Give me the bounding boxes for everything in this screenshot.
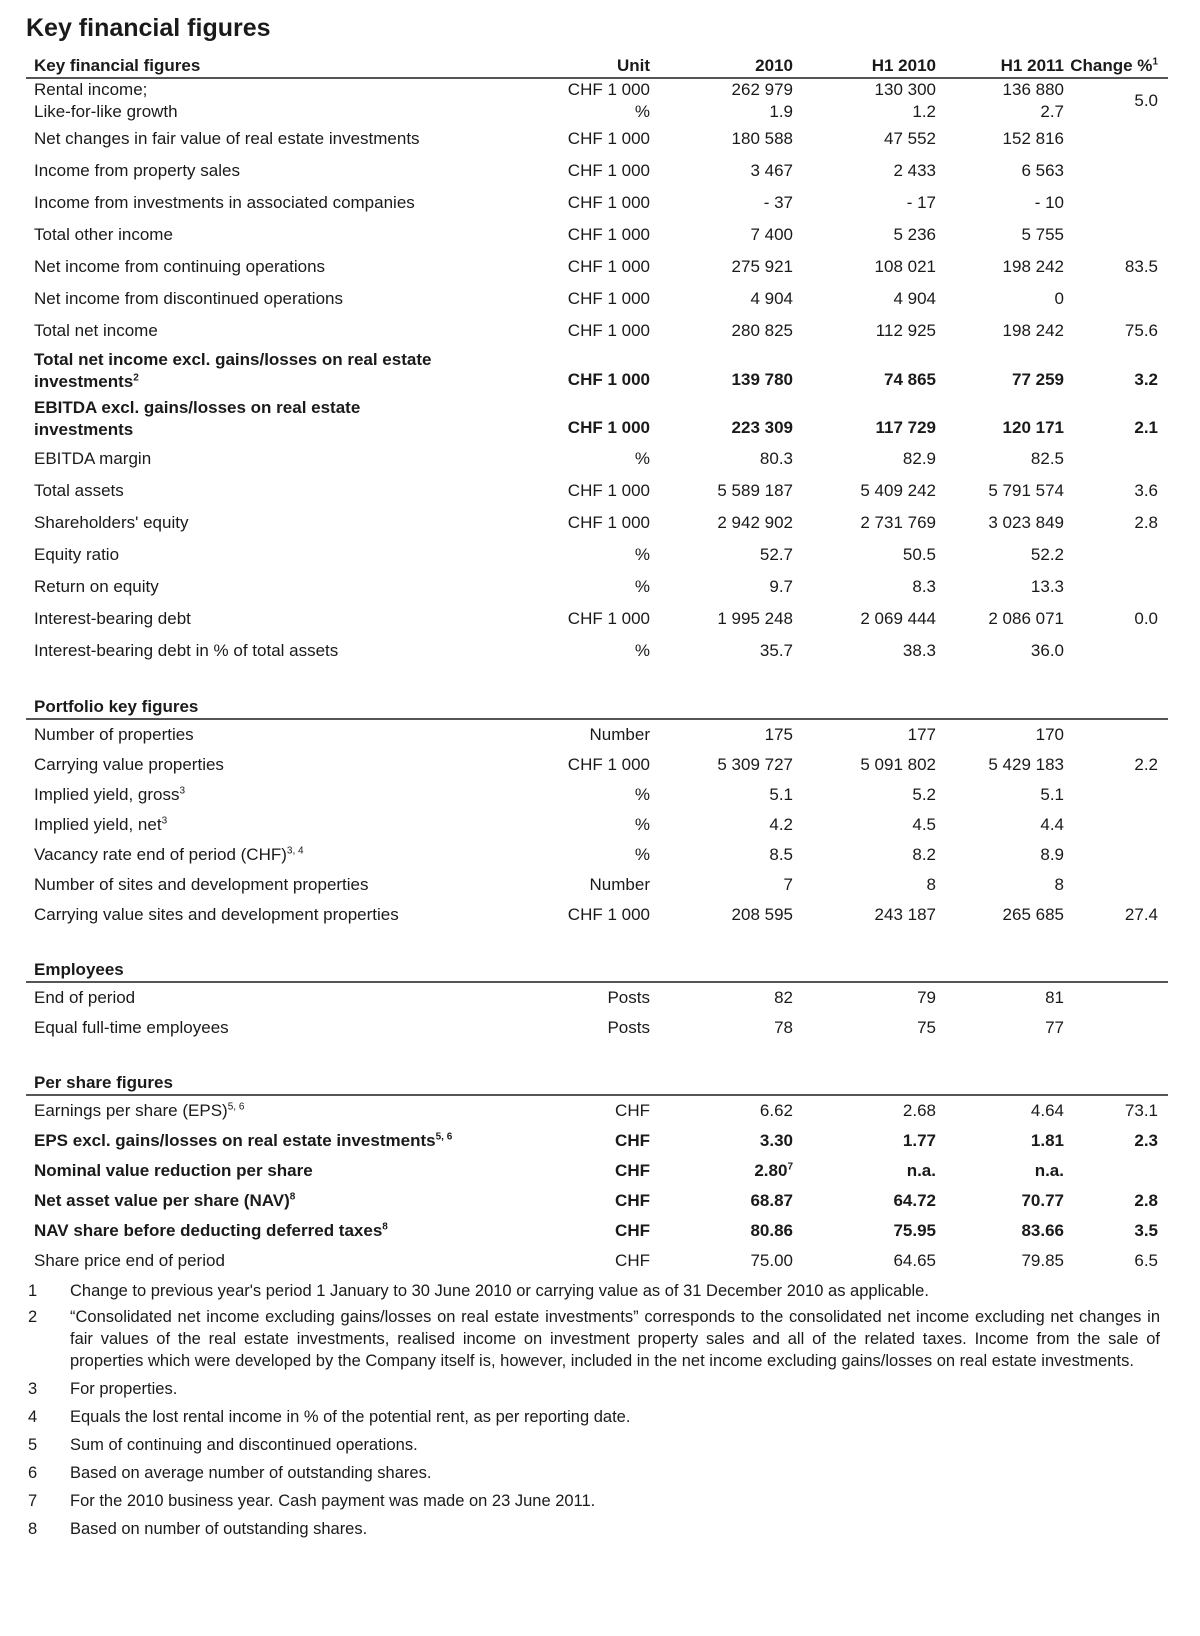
- row-label: Total net income excl. gains/losses on real estate investments$^2$: [34, 350, 432, 391]
- value-change: [1064, 219, 1168, 251]
- value-h1-2011: 81: [1045, 988, 1064, 1007]
- value-h1-2011: 52.2: [1030, 545, 1064, 564]
- value-h1-2010: 243 187: [874, 905, 936, 924]
- value-h1-2010: 8.3: [912, 577, 936, 596]
- table-row: [26, 603, 1168, 635]
- value-h1-2010: 75.95: [893, 1221, 936, 1240]
- value-h1-2010: 5 236: [893, 225, 936, 244]
- value-h1-2010: 117 729: [875, 418, 936, 437]
- value-change: 5.0: [1134, 91, 1158, 110]
- footnote-text: Sum of continuing and discontinued operations.: [70, 1436, 418, 1454]
- page-title: Key financial figures: [26, 14, 271, 42]
- value-change: [1064, 283, 1168, 315]
- value-h1-2011: 8.9: [1040, 845, 1064, 864]
- value-change: [1064, 1156, 1168, 1186]
- value-h1-2010: 4 904: [893, 289, 936, 308]
- value-2010: 5.1: [769, 785, 793, 804]
- table-row: [26, 1156, 1168, 1186]
- row-label: Rental income; Like-for-like growth: [34, 80, 178, 121]
- value-h1-2010: 79: [917, 988, 936, 1007]
- value-2010: 7: [783, 875, 793, 894]
- row-unit: CHF 1 000: [567, 755, 650, 774]
- value-2010: 262 979 1.9: [731, 80, 793, 121]
- table-row: [26, 750, 1168, 780]
- employees-section-title: [26, 952, 1168, 982]
- row-label: Interest-bearing debt in % of total assets: [34, 641, 339, 660]
- row-label: Net changes in fair value of real estate investments: [34, 129, 420, 148]
- table-row: [26, 1246, 1168, 1276]
- row-label: Share price end of period: [34, 1251, 225, 1270]
- row-unit: CHF: [615, 1131, 650, 1150]
- value-change: [1064, 155, 1168, 187]
- table-row: [26, 475, 1168, 507]
- row-label: Net income from continuing operations: [34, 257, 326, 276]
- table-row: [26, 283, 1168, 315]
- value-h1-2011: 77: [1045, 1018, 1064, 1037]
- row-unit: CHF 1 000: [567, 370, 650, 389]
- header-unit: Unit: [500, 46, 650, 78]
- value-h1-2010: 47 552: [884, 129, 936, 148]
- header-h1-2011: H1 2011: [936, 46, 1064, 78]
- table-row: [26, 123, 1168, 155]
- table-row: [26, 900, 1168, 930]
- value-2010: 3 467: [750, 161, 793, 180]
- value-2010: 68.87: [750, 1191, 793, 1210]
- row-unit: %: [634, 815, 650, 834]
- table-row: [26, 251, 1168, 283]
- row-unit: CHF 1 000: [567, 905, 650, 924]
- table-row: [26, 315, 1168, 347]
- value-change: [1064, 187, 1168, 219]
- value-h1-2010: 74 865: [884, 370, 936, 389]
- footnote-text: Based on average number of outstanding shares.: [70, 1464, 432, 1482]
- value-h1-2010: 64.65: [893, 1251, 936, 1270]
- footnote: [26, 1378, 1168, 1400]
- row-unit: CHF 1 000 %: [567, 80, 650, 121]
- row-label: EBITDA excl. gains/losses on real estate investments: [34, 398, 361, 439]
- value-h1-2011: n.a.: [1034, 1161, 1064, 1180]
- row-unit: CHF 1 000: [567, 161, 650, 180]
- row-label: Return on equity: [34, 577, 159, 596]
- pershare-section-title: [26, 1065, 1168, 1095]
- footnote: [26, 1406, 1168, 1428]
- value-2010: 80.86: [750, 1221, 793, 1240]
- row-label: EPS excl. gains/losses on real estate investments$^{5, 6}$: [34, 1131, 453, 1150]
- value-change: 2.1: [1134, 418, 1158, 437]
- value-h1-2010: 82.9: [902, 449, 936, 468]
- row-label: Interest-bearing debt: [34, 609, 191, 628]
- row-unit: %: [634, 577, 650, 596]
- value-h1-2011: 170: [1035, 725, 1064, 744]
- table-row: [26, 810, 1168, 840]
- table-row: [26, 1126, 1168, 1156]
- header-2010: 2010: [650, 46, 793, 78]
- pershare-section-title-label: Per share figures: [26, 1065, 1168, 1095]
- row-label: EBITDA margin: [34, 449, 152, 468]
- row-unit: CHF: [615, 1161, 650, 1180]
- footnote-text: Based on number of outstanding shares.: [70, 1520, 368, 1538]
- value-h1-2011: 1.81: [1030, 1131, 1064, 1150]
- value-2010: 208 595: [731, 905, 793, 924]
- value-h1-2011: 83.66: [1021, 1221, 1064, 1240]
- value-h1-2011: 5 755: [1021, 225, 1064, 244]
- value-h1-2010: 5.2: [912, 785, 936, 804]
- footnote-number: 8: [28, 1520, 38, 1538]
- table-row: [26, 780, 1168, 810]
- value-2010: 6.62: [759, 1101, 793, 1120]
- value-2010: - 37: [763, 193, 793, 212]
- table-row: [26, 187, 1168, 219]
- value-change: 27.4: [1124, 905, 1158, 924]
- footnote-text: For properties.: [70, 1380, 178, 1398]
- row-label: Equity ratio: [34, 545, 120, 564]
- footnote-text: Equals the lost rental income in % of the potential rent, as per reporting date.: [70, 1408, 631, 1426]
- row-label: Implied yield, gross$^3$: [34, 785, 186, 804]
- header-h1-2010: H1 2010: [793, 46, 936, 78]
- value-2010: 1 995 248: [717, 609, 793, 628]
- header-change: Change %$^1$: [1064, 46, 1168, 78]
- spacer-row: [26, 667, 1168, 689]
- value-h1-2010: 64.72: [893, 1191, 936, 1210]
- value-2010: 3.30: [759, 1131, 793, 1150]
- value-change: 2.8: [1134, 513, 1158, 532]
- row-unit: %: [634, 449, 650, 468]
- footnote-number: 2: [28, 1308, 38, 1326]
- value-2010: 80.3: [759, 449, 793, 468]
- key-figures-table: [26, 46, 1168, 1276]
- row-unit: CHF 1 000: [567, 257, 650, 276]
- row-label: End of period: [34, 988, 136, 1007]
- row-label: Total other income: [34, 225, 173, 244]
- table-row: [26, 395, 1168, 443]
- table-row: [26, 1013, 1168, 1043]
- footnote: [26, 1434, 1168, 1456]
- value-h1-2011: 265 685: [1002, 905, 1064, 924]
- value-h1-2011: 5 429 183: [988, 755, 1064, 774]
- value-change: [1064, 443, 1168, 475]
- value-change: [1064, 870, 1168, 900]
- row-label: Vacancy rate end of period (CHF)$^{3, 4}$: [34, 845, 304, 864]
- row-label: Net income from discontinued operations: [34, 289, 343, 308]
- row-unit: %: [634, 641, 650, 660]
- value-2010: 82: [774, 988, 793, 1007]
- row-unit: Posts: [607, 988, 650, 1007]
- value-h1-2011: 136 880 2.7: [1002, 80, 1064, 121]
- row-label: Shareholders' equity: [34, 513, 189, 532]
- value-h1-2010: 177: [907, 725, 936, 744]
- row-unit: CHF 1 000: [567, 418, 650, 437]
- value-h1-2010: 130 300 1.2: [874, 80, 936, 121]
- row-unit: CHF 1 000: [567, 321, 650, 340]
- value-2010: 75.00: [750, 1251, 793, 1270]
- value-h1-2010: 112 925: [875, 321, 936, 340]
- row-unit: CHF 1 000: [567, 481, 650, 500]
- value-h1-2011: 82.5: [1030, 449, 1064, 468]
- document-page: [26, 0, 1168, 1546]
- value-h1-2011: 4.4: [1040, 815, 1064, 834]
- value-h1-2010: 108 021: [874, 257, 936, 276]
- table-row: [26, 719, 1168, 750]
- value-2010: 139 780: [731, 370, 793, 389]
- value-change: [1064, 539, 1168, 571]
- row-unit: CHF 1 000: [567, 193, 650, 212]
- value-h1-2010: 2 433: [893, 161, 936, 180]
- value-2010: 4.2: [769, 815, 793, 834]
- row-label: Number of sites and development properties: [34, 875, 369, 894]
- row-unit: %: [634, 545, 650, 564]
- value-change: 3.5: [1134, 1221, 1158, 1240]
- value-h1-2011: 152 816: [1002, 129, 1064, 148]
- footnote-number: 6: [28, 1464, 38, 1482]
- value-h1-2010: 75: [917, 1018, 936, 1037]
- row-unit: %: [634, 785, 650, 804]
- value-change: 2.3: [1134, 1131, 1158, 1150]
- header-label: Key financial figures: [26, 46, 500, 78]
- footnote-text: For the 2010 business year. Cash payment was made on 23 June 2011.: [70, 1492, 596, 1510]
- value-h1-2011: 5.1: [1040, 785, 1064, 804]
- footnote-number: 3: [28, 1380, 38, 1398]
- value-change: [1064, 982, 1168, 1013]
- value-2010: 9.7: [769, 577, 793, 596]
- value-2010: 5 589 187: [717, 481, 793, 500]
- value-h1-2011: 4.64: [1030, 1101, 1064, 1120]
- table-row: [26, 219, 1168, 251]
- footnote-number: 1: [28, 1282, 38, 1300]
- value-2010: 280 825: [731, 321, 793, 340]
- value-h1-2011: 198 242: [1002, 321, 1064, 340]
- value-change: [1064, 123, 1168, 155]
- value-change: 2.8: [1134, 1191, 1158, 1210]
- row-unit: CHF 1 000: [567, 225, 650, 244]
- footnote-number: 7: [28, 1492, 38, 1510]
- value-h1-2011: 198 242: [1002, 257, 1064, 276]
- footnote-number: 4: [28, 1408, 38, 1426]
- footnote: [26, 1306, 1168, 1372]
- portfolio-section-title: [26, 689, 1168, 719]
- value-h1-2010: 2 069 444: [860, 609, 936, 628]
- value-h1-2011: 77 259: [1012, 370, 1064, 389]
- row-label: Total net income: [34, 321, 158, 340]
- value-h1-2011: 5 791 574: [988, 481, 1064, 500]
- value-change: 3.2: [1134, 370, 1158, 389]
- value-h1-2010: n.a.: [906, 1161, 936, 1180]
- footnote-text: Change to previous year's period 1 January to 30 June 2010 or carrying value as of 31 December 2010 as applicable.: [70, 1282, 929, 1300]
- employees-section-title-label: Employees: [26, 952, 1168, 982]
- row-label: Carrying value sites and development properties: [34, 905, 399, 924]
- row-unit: Number: [589, 725, 650, 744]
- value-h1-2010: - 17: [906, 193, 936, 212]
- value-change: 2.2: [1134, 755, 1158, 774]
- row-unit: CHF: [615, 1191, 650, 1210]
- footnote: [26, 1518, 1168, 1540]
- value-change: [1064, 1013, 1168, 1043]
- row-unit: Posts: [607, 1018, 650, 1037]
- row-label: Carrying value properties: [34, 755, 224, 774]
- value-change: [1064, 840, 1168, 870]
- footnote: [26, 1280, 1168, 1302]
- footnote: [26, 1462, 1168, 1484]
- value-2010: 275 921: [731, 257, 793, 276]
- value-change: 0.0: [1134, 609, 1158, 628]
- value-h1-2010: 8: [926, 875, 936, 894]
- table-row: [26, 840, 1168, 870]
- value-h1-2011: 2 086 071: [988, 609, 1064, 628]
- value-h1-2011: 6 563: [1021, 161, 1064, 180]
- table-row: [26, 982, 1168, 1013]
- value-change: [1064, 780, 1168, 810]
- value-2010: 2.80$^7$: [754, 1161, 793, 1180]
- row-unit: Number: [589, 875, 650, 894]
- row-label: Income from property sales: [34, 161, 240, 180]
- value-h1-2011: 79.85: [1021, 1251, 1064, 1270]
- row-label: Earnings per share (EPS)$^{5, 6}$: [34, 1101, 245, 1120]
- row-label: Total assets: [34, 481, 124, 500]
- value-2010: 175: [764, 725, 793, 744]
- row-unit: CHF: [615, 1221, 650, 1240]
- row-unit: CHF 1 000: [567, 609, 650, 628]
- table-header-row: [26, 46, 1168, 78]
- table-row: [26, 507, 1168, 539]
- table-row: [26, 870, 1168, 900]
- value-2010: 78: [774, 1018, 793, 1037]
- value-2010: 52.7: [759, 545, 793, 564]
- value-h1-2011: 0: [1054, 289, 1064, 308]
- row-label: Net asset value per share (NAV)$^8$: [34, 1191, 296, 1210]
- value-h1-2010: 5 091 802: [860, 755, 936, 774]
- value-change: 83.5: [1124, 257, 1158, 276]
- row-label: Implied yield, net$^3$: [34, 815, 168, 834]
- value-h1-2010: 8.2: [912, 845, 936, 864]
- value-2010: 35.7: [759, 641, 793, 660]
- table-row: [26, 155, 1168, 187]
- row-unit: CHF 1 000: [567, 289, 650, 308]
- row-unit: CHF: [615, 1251, 650, 1270]
- value-2010: 8.5: [769, 845, 793, 864]
- value-h1-2011: 8: [1054, 875, 1064, 894]
- footnote: [26, 1490, 1168, 1512]
- spacer-row: [26, 930, 1168, 952]
- footnote-number: 5: [28, 1436, 38, 1454]
- table-row: [26, 443, 1168, 475]
- footnotes: [26, 1280, 1168, 1540]
- value-change: 75.6: [1124, 321, 1158, 340]
- value-h1-2010: 2.68: [902, 1101, 936, 1120]
- row-label: Equal full-time employees: [34, 1018, 229, 1037]
- table-row: [26, 571, 1168, 603]
- value-h1-2011: 70.77: [1021, 1191, 1064, 1210]
- value-h1-2010: 5 409 242: [860, 481, 936, 500]
- value-h1-2010: 38.3: [902, 641, 936, 660]
- table-row: [26, 1095, 1168, 1126]
- value-h1-2011: 36.0: [1030, 641, 1064, 660]
- spacer-row: [26, 1043, 1168, 1065]
- value-change: [1064, 635, 1168, 667]
- row-unit: CHF 1 000: [567, 129, 650, 148]
- value-change: 73.1: [1124, 1101, 1158, 1120]
- row-unit: CHF: [615, 1101, 650, 1120]
- value-change: [1064, 571, 1168, 603]
- footnote-text: “Consolidated net income excluding gains/losses on real estate investments” corresponds to the consolidated net income excluding net changes in fair values of the real estate investments, realised income on investment property sales and all of the related taxes. Income from the sale of properties which were developed by the Company itself is, however, included in the net income excluding gains/losses on real estate investments.: [70, 1308, 1160, 1370]
- value-h1-2010: 4.5: [912, 815, 936, 834]
- value-2010: 2 942 902: [717, 513, 793, 532]
- value-h1-2011: 13.3: [1030, 577, 1064, 596]
- value-2010: 223 309: [731, 418, 793, 437]
- value-2010: 180 588: [731, 129, 793, 148]
- portfolio-section-title-label: Portfolio key figures: [26, 689, 1168, 719]
- value-change: [1064, 719, 1168, 750]
- row-unit: CHF 1 000: [567, 513, 650, 532]
- table-row: [26, 347, 1168, 395]
- row-unit: %: [634, 845, 650, 864]
- row-label: Nominal value reduction per share: [34, 1161, 313, 1180]
- value-2010: 7 400: [750, 225, 793, 244]
- table-row: [26, 539, 1168, 571]
- value-2010: 5 309 727: [717, 755, 793, 774]
- row-label: Income from investments in associated companies: [34, 193, 415, 212]
- value-h1-2011: 120 171: [1002, 418, 1064, 437]
- value-2010: 4 904: [750, 289, 793, 308]
- row-label: Number of properties: [34, 725, 194, 744]
- row-label: NAV share before deducting deferred taxes$^8$: [34, 1221, 388, 1240]
- value-h1-2010: 2 731 769: [860, 513, 936, 532]
- value-h1-2010: 1.77: [902, 1131, 936, 1150]
- table-row: [26, 1216, 1168, 1246]
- value-h1-2010: 50.5: [902, 545, 936, 564]
- table-row: [26, 78, 1168, 123]
- value-h1-2011: 3 023 849: [988, 513, 1064, 532]
- value-change: 6.5: [1134, 1251, 1158, 1270]
- table-row: [26, 635, 1168, 667]
- value-change: 3.6: [1134, 481, 1158, 500]
- table-row: [26, 1186, 1168, 1216]
- value-h1-2011: - 10: [1034, 193, 1064, 212]
- value-change: [1064, 810, 1168, 840]
